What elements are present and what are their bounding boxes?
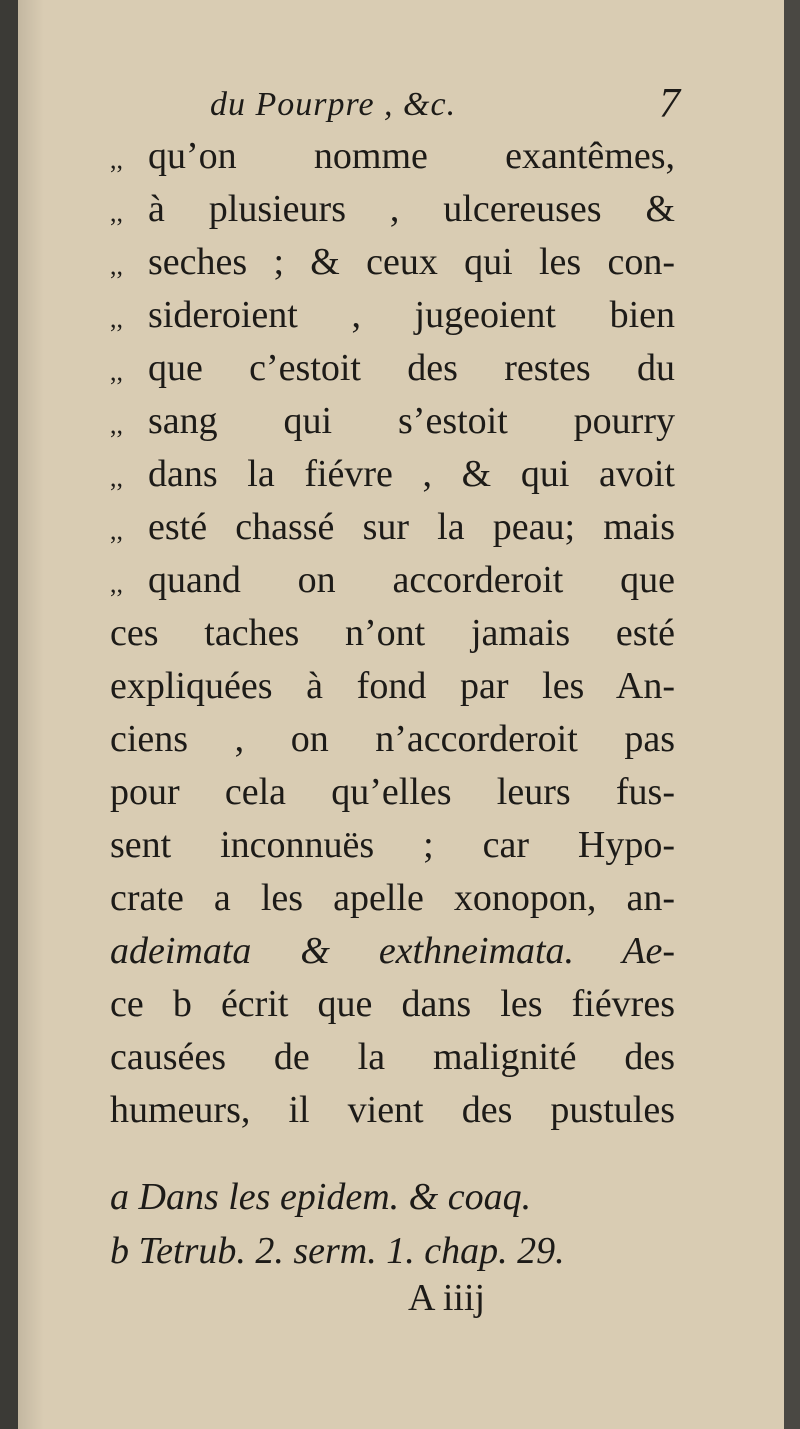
footnotes (110, 1170, 680, 1278)
line-text: humeurs, il vient des pustules (110, 1089, 675, 1131)
line-text: quand on accorderoit que (148, 559, 675, 601)
signature-mark: A iiij (408, 1277, 486, 1319)
text-line (110, 978, 675, 1031)
text-line (110, 342, 675, 395)
text-line (110, 395, 675, 448)
line-text: adeimata & exthneimata. Ae- (110, 930, 675, 972)
quote-mark: ,, (110, 410, 123, 439)
quote-mark: ,, (110, 357, 123, 386)
text-line (110, 766, 675, 819)
line-text: que c’estoit des restes du (148, 347, 675, 389)
text-line (110, 660, 675, 713)
text-line (110, 607, 675, 660)
quote-mark: ,, (110, 304, 123, 333)
line-text: ces taches n’ont jamais esté (110, 612, 675, 654)
text-line (110, 130, 675, 183)
quote-mark: ,, (110, 145, 123, 174)
page-number: 7 (659, 81, 680, 127)
line-text: qu’on nomme exantêmes, (148, 135, 675, 177)
line-text: sent inconnuës ; car Hypo- (110, 824, 675, 866)
scan-left-edge (0, 0, 18, 1429)
line-text: ciens , on n’accorderoit pas (110, 718, 675, 760)
quote-mark: ,, (110, 516, 123, 545)
text-line (110, 554, 675, 607)
line-text: crate a les apelle xonopon, an- (110, 877, 675, 919)
line-text: expliquées à fond par les An- (110, 665, 675, 707)
text-line (110, 1031, 675, 1084)
text-line (110, 448, 675, 501)
footnote-b: b Tetrub. 2. serm. 1. chap. 29. (110, 1230, 565, 1272)
page-header (210, 80, 680, 130)
line-text: pour cela qu’elles leurs fus- (110, 771, 675, 813)
line-text: seches ; & ceux qui les con- (148, 241, 675, 283)
text-line (110, 289, 675, 342)
quote-mark: ,, (110, 569, 123, 598)
running-title: du Pourpre , &c. (210, 86, 457, 123)
quote-mark: ,, (110, 198, 123, 227)
quote-mark: ,, (110, 251, 123, 280)
text-line (110, 1084, 675, 1137)
text-line (110, 501, 675, 554)
line-text: causées de la malignité des (110, 1036, 675, 1078)
text-line (110, 236, 675, 289)
line-text: dans la fiévre , & qui avoit (148, 453, 675, 495)
text-line (110, 713, 675, 766)
line-text: esté chassé sur la peau; mais (148, 506, 675, 548)
body-text (110, 130, 675, 1137)
scan-right-edge (784, 0, 800, 1429)
line-text: à plusieurs , ulcereuses & (148, 188, 675, 230)
page-gutter-shadow (18, 0, 44, 1429)
footnote-a: a Dans les epidem. & coaq. (110, 1176, 532, 1218)
line-text: ce b écrit que dans les fiévres (110, 983, 675, 1025)
line-text: sang qui s’estoit pourry (148, 400, 675, 442)
text-line (110, 872, 675, 925)
text-line (110, 925, 675, 978)
text-line (110, 819, 675, 872)
text-line (110, 183, 675, 236)
quote-mark: ,, (110, 463, 123, 492)
line-text: sideroient , jugeoient bien (148, 294, 675, 336)
